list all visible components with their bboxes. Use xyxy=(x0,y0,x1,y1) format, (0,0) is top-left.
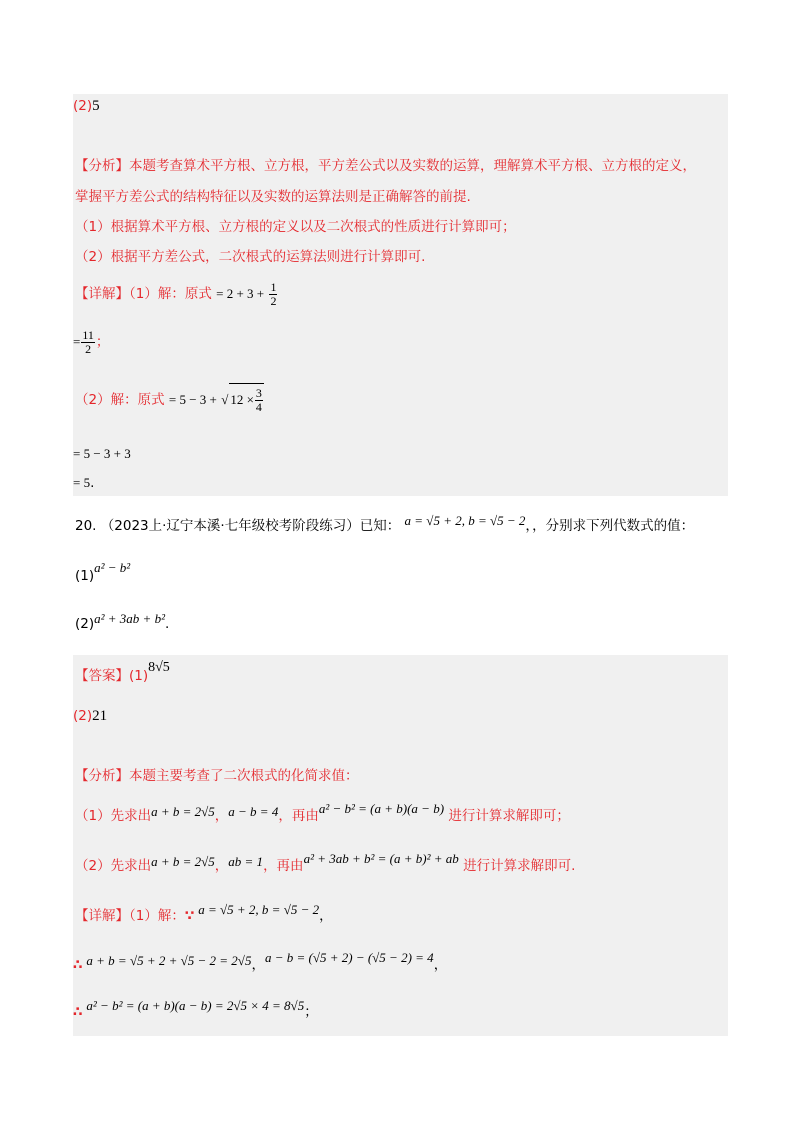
question-source: （2023上·辽宁本溪·七年级校考阶段练习）已知： xyxy=(100,518,401,534)
fraction-numerator: 3 xyxy=(255,385,262,400)
answer-2-value: 5 xyxy=(92,98,100,114)
given-expression: a = √5 + 2, b = √5 − 2 xyxy=(404,513,526,528)
punctuation: ， xyxy=(319,908,333,924)
fraction-numerator: 11 xyxy=(82,327,94,342)
answer-label: 【答案】 xyxy=(75,668,129,684)
analysis-label: 【分析】 xyxy=(75,768,129,784)
analysis-text: 本题主要考查了二次根式的化简求值： xyxy=(129,768,359,784)
detail-expr: = 5 − 3 + xyxy=(168,392,217,407)
q20-solution-block xyxy=(73,655,728,1036)
sqrt-sign: √ xyxy=(221,392,229,407)
step-text: （2）先求出 xyxy=(75,858,152,874)
q19-detail-2-line-2 xyxy=(73,444,131,464)
q20-detail-2 xyxy=(73,950,448,975)
question-number: 20. xyxy=(75,518,97,534)
step-expression: ab = 1 xyxy=(228,854,264,869)
expression: = 5 − 3 + 3 xyxy=(73,446,131,461)
analysis-text: 本题考查算术平方根、立方根，平方差公式以及实数的运算，理解算术平方根、立方根的定义， xyxy=(129,158,696,174)
detail-label: 【详解】 xyxy=(75,908,129,924)
step-expression: a² − b² = (a + b)(a − b) xyxy=(318,801,445,816)
step-text: ，再由 xyxy=(278,808,319,824)
therefore-symbol: ∴ xyxy=(73,957,83,973)
detail-expression: a − b = (√5 + 2) − (√5 − 2) = 4 xyxy=(264,950,434,965)
detail-prefix: （1）解： xyxy=(129,908,185,924)
fraction-denominator: 4 xyxy=(255,399,262,414)
answer-1-value: 8√5 xyxy=(148,660,170,675)
step-expression: a² + 3ab + b² = (a + b)² + ab xyxy=(303,851,459,866)
q19-detail-2-line-3 xyxy=(73,473,94,493)
because-symbol: ∵ xyxy=(184,908,195,924)
punctuation: ， xyxy=(214,808,229,824)
fraction xyxy=(269,281,277,308)
analysis-text-cont: 掌握平方差公式的结构特征以及实数的运算法则是正确解答的前提. xyxy=(75,189,471,205)
detail-label: 【详解】 xyxy=(75,286,129,302)
step-expression: a + b = 2√5 xyxy=(151,804,215,819)
q20-part-2 xyxy=(75,611,170,634)
answer-2-label: (2) xyxy=(73,708,93,724)
punctuation: ， xyxy=(433,957,448,973)
q20-analysis xyxy=(75,766,359,786)
analysis-step: （2）根据平方差公式，二次根式的运算法则进行计算即可. xyxy=(75,249,426,265)
detail-expression: a = √5 + 2, b = √5 − 2 xyxy=(198,902,320,917)
punctuation: ； xyxy=(95,334,110,350)
part-expression: a² − b² xyxy=(94,560,131,575)
answer-2-value: 21 xyxy=(92,708,108,724)
q20-part-1 xyxy=(75,560,131,586)
q19-analysis-line-2 xyxy=(75,187,471,207)
punctuation: . xyxy=(164,616,170,632)
detail-prefix: （2）解：原式 xyxy=(75,392,165,408)
punctuation: ； xyxy=(304,1004,318,1020)
step-expression: a − b = 4 xyxy=(228,804,279,819)
q20-stem xyxy=(75,513,695,536)
analysis-step: （1）根据算术平方根、立方根的定义以及二次根式的性质进行计算即可； xyxy=(75,219,516,235)
detail-expression: a² − b² = (a + b)(a − b) = 2√5 × 4 = 8√5 xyxy=(86,998,305,1013)
detail-prefix: （1）解：原式 xyxy=(129,286,212,302)
analysis-label: 【分析】 xyxy=(75,158,129,174)
step-text: （1）先求出 xyxy=(75,808,152,824)
step-expression: a + b = 2√5 xyxy=(151,854,215,869)
punctuation: ， xyxy=(214,858,229,874)
q19-analysis-line-1 xyxy=(75,156,696,176)
q19-analysis-step-1 xyxy=(75,217,516,237)
q19-detail-1-result xyxy=(73,327,109,357)
q19-detail-2 xyxy=(75,383,264,416)
expression: = 5 xyxy=(73,475,91,490)
q20-answer-1 xyxy=(75,660,170,687)
punctuation: ， xyxy=(251,957,265,973)
q20-answer-2 xyxy=(73,706,107,726)
q20-analysis-step-1 xyxy=(75,801,570,826)
sqrt-body xyxy=(229,383,264,416)
part-label: (2) xyxy=(75,616,95,632)
fraction-numerator: 1 xyxy=(270,279,277,294)
q20-detail-3 xyxy=(73,998,318,1022)
fraction-denominator: 2 xyxy=(85,341,92,356)
therefore-symbol: ∴ xyxy=(73,1004,83,1020)
detail-expr: = 2 + 3 + xyxy=(216,286,265,301)
step-text: 进行计算求解即可； xyxy=(448,808,570,824)
answer-2-label: (2) xyxy=(73,98,93,114)
punctuation: . xyxy=(90,475,95,491)
equals: = xyxy=(73,334,81,349)
fraction-denominator: 2 xyxy=(270,293,277,308)
q19-detail-1 xyxy=(75,280,278,308)
fraction xyxy=(81,329,95,356)
part-expression: a² + 3ab + b² xyxy=(94,611,165,626)
question-text: ，，分别求下列代数式的值： xyxy=(525,518,695,534)
q19-analysis-step-2 xyxy=(75,247,425,267)
answer-1-label: (1) xyxy=(129,668,149,684)
sqrt-inner: 12 × xyxy=(230,392,254,407)
detail-expression: a + b = √5 + 2 + √5 − 2 = 2√5 xyxy=(86,953,252,968)
q20-analysis-step-2 xyxy=(75,851,576,876)
q19-answer-2 xyxy=(73,96,100,116)
part-label: (1) xyxy=(75,568,95,584)
step-text: ，再由 xyxy=(263,858,304,874)
step-text: 进行计算求解即可. xyxy=(463,858,576,874)
fraction xyxy=(255,387,263,414)
q20-detail-1 xyxy=(75,902,333,926)
